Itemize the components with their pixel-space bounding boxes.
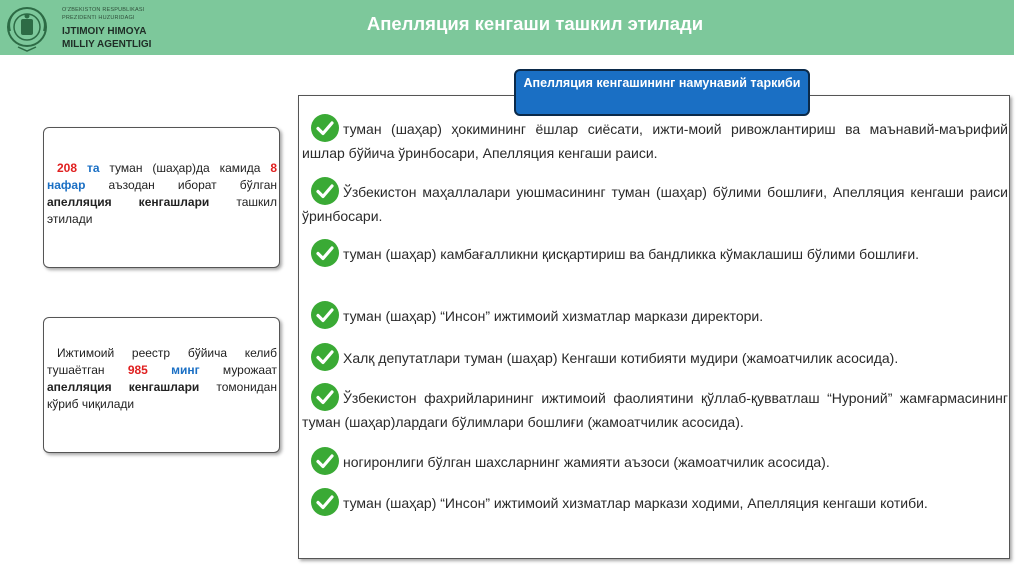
- agency-logo[interactable]: [4, 3, 174, 53]
- card-bold-text: апелляция кенгашлари: [47, 195, 210, 209]
- check-circle-icon: [310, 113, 340, 143]
- check-circle-icon: [310, 487, 340, 517]
- member-text: туман (шаҳар) “Инсон” ижтимоий хизматлар маркази ходими, Апелляция кенгаши котиби.: [343, 495, 928, 511]
- member-text: туман (шаҳар) камбағалликни қисқартириш ва бандликка кўмаклашиш бўлими бошлиғи.: [343, 246, 920, 262]
- member-text: туман (шаҳар) “Инсон” ижтимоий хизматлар маркази директори.: [343, 308, 764, 324]
- list-item: [302, 446, 1008, 476]
- check-circle-icon: [310, 446, 340, 476]
- appeals-count: 985: [127, 363, 148, 377]
- list-item: [302, 238, 1008, 268]
- list-item: [302, 300, 1008, 330]
- appeals-count-card: [43, 317, 280, 453]
- org-line-2: PREZIDENTI HUZURIDAGI: [62, 15, 135, 21]
- composition-title: Апелляция кенгашининг намунавий таркиби: [514, 69, 810, 116]
- check-circle-icon: [310, 176, 340, 206]
- card-text: аъзодан иборат бўлган: [85, 178, 277, 192]
- member-text: туман (шаҳар) ҳокимининг ёшлар сиёсати, ижти-моий ривожлантириш ва маънавий-маърифий ишлар бўйича ўринбосари, Апелляция кенгаши раиси.: [302, 121, 1008, 161]
- card-bold-text: апелляция кенгашлари: [47, 380, 200, 394]
- appeals-count-unit: минг: [171, 363, 200, 377]
- card-text: Ижтимоий реестр бўйича келиб тушаётган: [47, 346, 277, 377]
- header-bar: [0, 0, 1014, 55]
- member-text: Ўзбекистон фахрийларининг ижтимоий фаолиятини қўллаб-қувватлаш “Нуроний” жамғармасининг туман (шаҳар)лардаги бўлимлари бошлиғи (жамоатчилик асосида).: [302, 390, 1008, 430]
- check-circle-icon: [310, 238, 340, 268]
- member-text: ногиронлиги бўлган шахсларнинг жамияти аъзоси (жамоатчилик асосида).: [343, 454, 830, 470]
- members-count-unit: нафар: [47, 178, 86, 192]
- list-item: [302, 113, 1008, 163]
- councils-count-unit: та: [86, 161, 100, 175]
- check-circle-icon: [310, 342, 340, 372]
- list-item: [302, 176, 1008, 226]
- list-item: [302, 382, 1008, 432]
- councils-count: 208: [57, 161, 78, 175]
- emblem-icon: [4, 3, 50, 53]
- card-text: мурожаат: [199, 363, 277, 377]
- card-text: томонидан кўриб чиқилади: [47, 380, 277, 411]
- list-item: [302, 342, 1008, 372]
- page-title: Апелляция кенгаши ташкил этилади: [366, 13, 704, 34]
- list-item: [302, 487, 1008, 517]
- org-line-3: IJTIMOIY HIMOYA: [62, 26, 147, 37]
- members-count: 8: [270, 161, 277, 175]
- member-text: Ўзбекистон маҳаллалари уюшмасининг туман (шаҳар) бўлими бошлиғи, Апелляция кенгаши раиси ўринбосари.: [302, 184, 1008, 224]
- check-circle-icon: [310, 382, 340, 412]
- card-text: ташкил этилади: [47, 195, 277, 226]
- card-text: туман (шаҳар)да камида: [99, 161, 271, 175]
- member-text: Халқ депутатлари туман (шаҳар) Кенгаши котибияти мудири (жамоатчилик асосида).: [343, 350, 899, 366]
- org-line-1: O'ZBEKISTON RESPUBLIKASI: [62, 7, 145, 13]
- check-circle-icon: [310, 300, 340, 330]
- org-line-4: MILLIY AGENTLIGI: [62, 39, 152, 50]
- councils-count-card: [43, 127, 280, 268]
